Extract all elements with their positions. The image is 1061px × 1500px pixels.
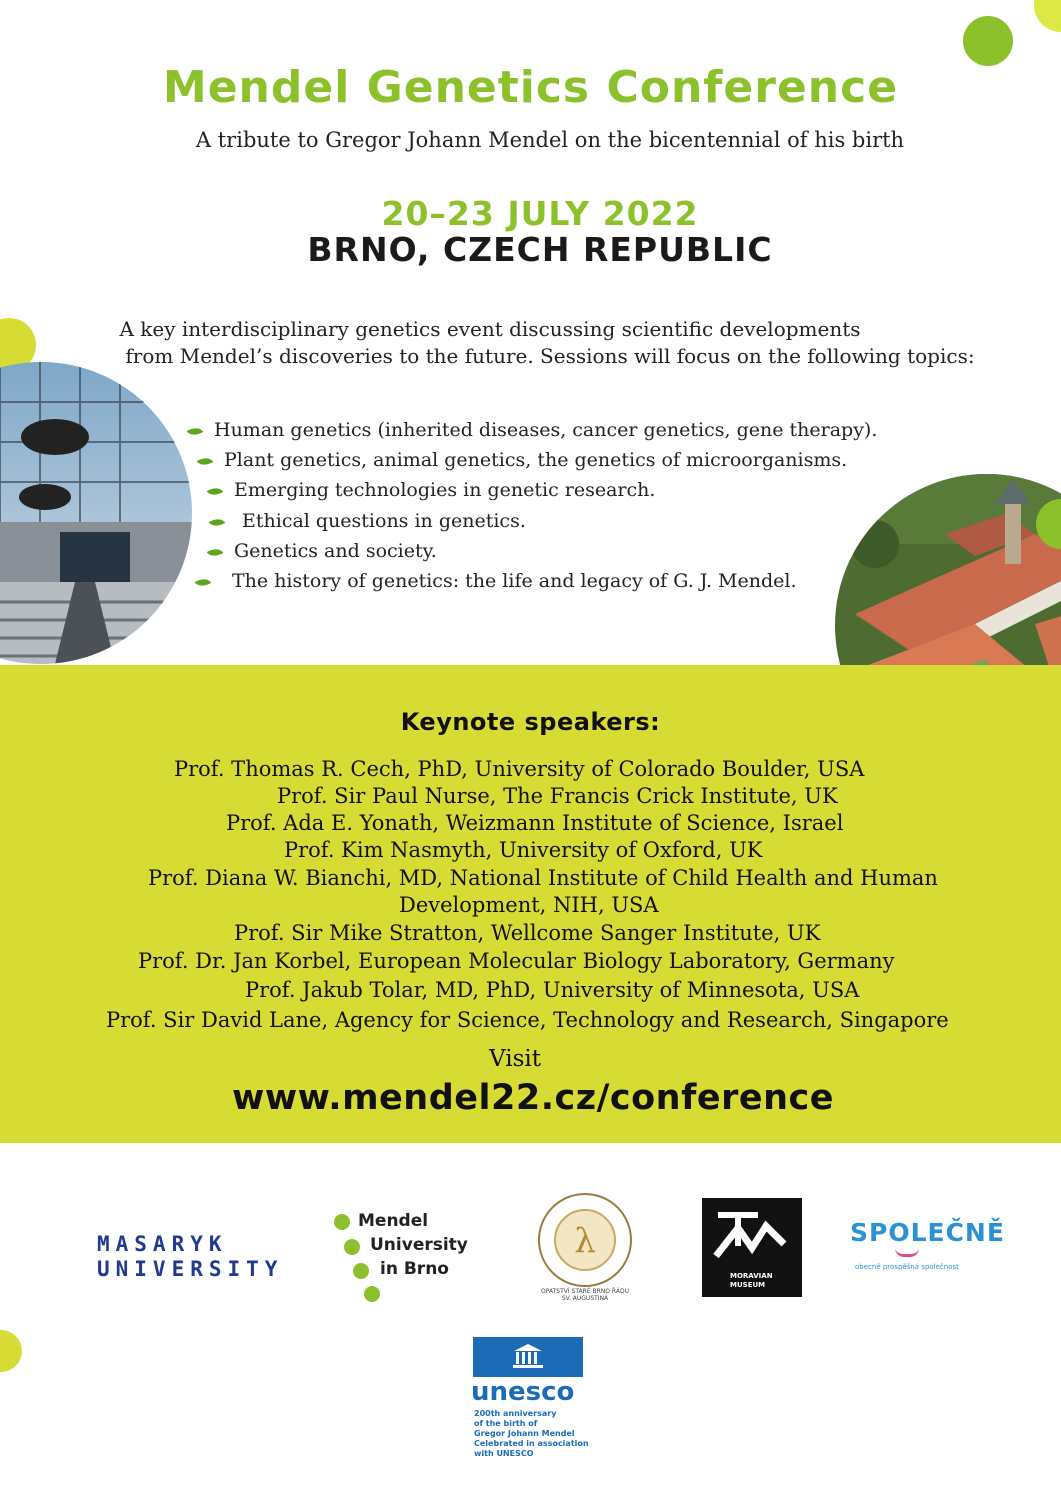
leaf-icon <box>207 484 224 499</box>
conference-url-link[interactable]: www.mendel22.cz/conference <box>232 1078 834 1118</box>
moravian-line: MUSEUM <box>730 1281 766 1289</box>
leaf-icon <box>197 454 214 469</box>
hall-photo <box>0 362 192 664</box>
unesco-line: with UNESCO <box>474 1449 534 1458</box>
mendel-dot <box>344 1239 360 1255</box>
abbey-seal-logo <box>537 1192 633 1302</box>
keynote-title: Keynote speakers: <box>400 708 661 736</box>
moravian-museum-logo <box>702 1198 802 1297</box>
unesco-line: of the birth of <box>474 1419 538 1428</box>
masaryk-university-logo <box>97 1232 283 1282</box>
topic-label: Ethical questions in genetics. <box>242 510 526 532</box>
list-item <box>198 449 847 471</box>
abbey-seal-graphic <box>537 1192 633 1288</box>
masaryk-line: UNIVERSITY <box>97 1257 284 1281</box>
visit-label: Visit <box>489 1046 541 1072</box>
mendel-dot <box>364 1286 380 1302</box>
speaker-item: Prof. Jakub Tolar, MD, PhD, University of Minnesota, USA <box>245 978 860 1002</box>
decorative-dot <box>0 1330 22 1372</box>
svg-text:λ: λ <box>574 1221 596 1261</box>
intro-text <box>90 316 1010 370</box>
speaker-item: Prof. Sir David Lane, Agency for Science, Technology and Research, Singapore <box>106 1008 949 1032</box>
conference-title: Mendel Genetics Conference <box>162 62 899 113</box>
decorative-dot <box>963 16 1013 66</box>
mendel-line: Mendel <box>358 1211 429 1231</box>
list-item <box>208 540 437 562</box>
masaryk-line: MASARYK <box>97 1232 228 1256</box>
unesco-line: 200th anniversary <box>474 1409 557 1418</box>
conference-subtitle: A tribute to Gregor Johann Mendel on the bicentennial of his birth <box>195 128 905 152</box>
mendel-line: in Brno <box>380 1259 449 1279</box>
spolecne-tagline: obecně prospěšná společnost <box>855 1263 959 1271</box>
smile-icon <box>895 1248 919 1257</box>
topic-label: Plant genetics, animal genetics, the genetics of microorganisms. <box>224 449 848 471</box>
spolecne-logo <box>850 1218 1005 1278</box>
leaf-icon <box>209 515 226 530</box>
speaker-item: Prof. Ada E. Yonath, Weizmann Institute of Science, Israel <box>226 811 844 835</box>
topic-label: Human genetics (inherited diseases, cancer genetics, gene therapy). <box>214 419 878 441</box>
mendel-line: University <box>370 1235 468 1255</box>
intro-line: from Mendel’s discoveries to the future. Sessions will focus on the following topics: <box>125 344 975 368</box>
unesco-line: Celebrated in association <box>474 1439 589 1448</box>
list-item <box>188 419 877 441</box>
leaf-icon <box>187 424 204 439</box>
moravian-museum-text <box>730 1272 773 1290</box>
mendel-dot <box>334 1214 350 1230</box>
leaf-icon <box>207 545 224 560</box>
conference-dates: 20–23 JULY 2022 <box>381 194 699 233</box>
temple-icon <box>473 1337 583 1377</box>
conference-location: BRNO, CZECH REPUBLIC <box>307 230 773 269</box>
moravian-museum-mark <box>702 1198 802 1268</box>
leaf-icon <box>195 575 212 590</box>
intro-line: A key interdisciplinary genetics event discussing scientific developments <box>119 317 861 341</box>
list-item <box>210 510 526 532</box>
decorative-dot <box>1034 0 1061 32</box>
topic-label: Emerging technologies in genetic research. <box>234 479 656 501</box>
unesco-emblem <box>473 1337 583 1377</box>
mendel-dot <box>353 1263 369 1279</box>
abbey-label: OPATSTVÍ STARÉ BRNO ŘÁDU SV. AUGUSTINA <box>541 1288 629 1302</box>
speaker-item: Development, NIH, USA <box>399 893 659 917</box>
list-item <box>208 479 655 501</box>
speaker-item: Prof. Dr. Jan Korbel, European Molecular Biology Laboratory, Germany <box>138 949 895 973</box>
unesco-wordmark: unesco <box>471 1377 575 1407</box>
speaker-item: Prof. Diana W. Bianchi, MD, National Institute of Child Health and Human <box>148 866 938 890</box>
spolecne-name: SPOLEČNĚ <box>850 1218 1005 1247</box>
unesco-line: Gregor Johann Mendel <box>474 1429 575 1438</box>
moravian-line: MORAVIAN <box>730 1272 773 1280</box>
hall-photo-illustration <box>0 362 192 664</box>
speaker-item: Prof. Sir Mike Stratton, Wellcome Sanger Institute, UK <box>234 921 821 945</box>
mendel-university-logo <box>330 1208 480 1308</box>
list-item <box>196 570 797 592</box>
topic-label: The history of genetics: the life and legacy of G. J. Mendel. <box>232 570 797 592</box>
speaker-item: Prof. Sir Paul Nurse, The Francis Crick Institute, UK <box>277 784 838 808</box>
speaker-item: Prof. Thomas R. Cech, PhD, University of Colorado Boulder, USA <box>174 757 865 781</box>
speaker-item: Prof. Kim Nasmyth, University of Oxford, UK <box>284 838 763 862</box>
topic-label: Genetics and society. <box>234 540 437 562</box>
